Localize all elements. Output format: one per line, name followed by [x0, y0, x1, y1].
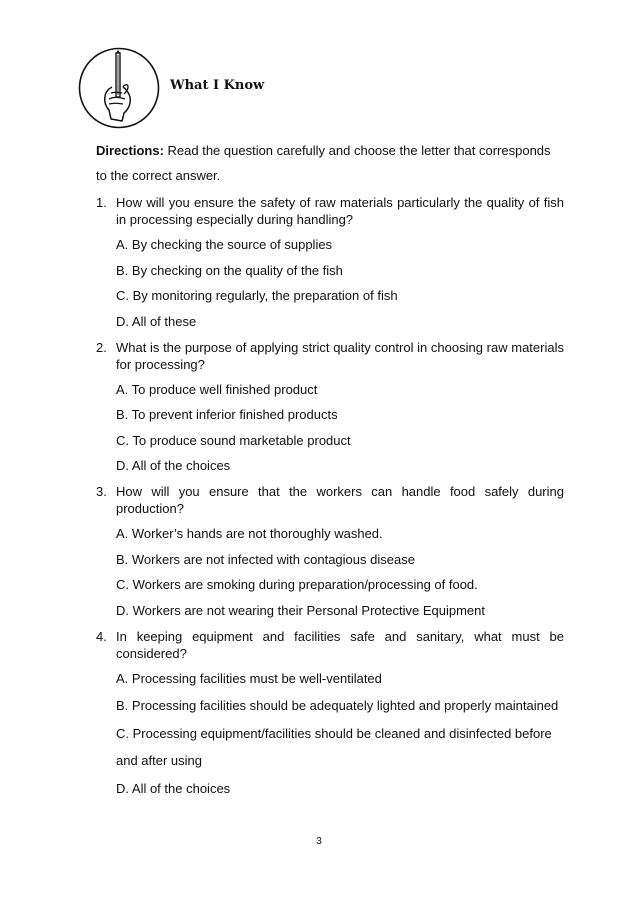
directions-paragraph: [96, 138, 564, 188]
question-stem: [96, 194, 564, 228]
directions-label: Directions:: [96, 143, 164, 158]
question-number: 2.: [96, 339, 107, 355]
section-header: [78, 47, 378, 129]
question-list: [96, 194, 564, 806]
answer-option: C. Processing equipment/facilities should be cleaned and disinfected before: [116, 726, 552, 741]
question-4: [96, 628, 564, 798]
answer-option: C. To produce sound marketable product: [116, 432, 351, 448]
question-stem: [96, 339, 564, 373]
question-text: In keeping equipment and facilities safe and sanitary, what must be considered?: [116, 628, 564, 661]
directions-text: Read the question carefully and choose the letter that corresponds to the correct answer.: [96, 143, 551, 183]
answer-option: D. All of the choices: [116, 781, 231, 796]
answer-option: B. By checking on the quality of the fish: [116, 262, 343, 278]
answer-option: A. Worker’s hands are not thoroughly washed.: [116, 526, 383, 541]
answer-option: B. To prevent inferior finished products: [116, 407, 338, 422]
question-stem: [96, 483, 564, 517]
answer-option: A. By checking the source of supplies: [116, 237, 333, 252]
section-title: What I Know: [170, 78, 265, 93]
answer-option: C. By monitoring regularly, the preparation of fish: [116, 288, 398, 303]
answer-option: D. All of the choices: [116, 458, 231, 473]
question-2: [96, 339, 564, 475]
question-1: [96, 194, 564, 330]
answer-option-continuation: and after using: [116, 753, 203, 768]
answer-option: A. Processing facilities must be well-ventilated: [116, 670, 382, 686]
answer-option: B. Workers are not infected with contagious disease: [116, 551, 415, 567]
question-number: 1.: [96, 195, 107, 210]
question-stem: [96, 628, 564, 662]
question-text: How will you ensure the safety of raw materials particularly the quality of fish in processing especially during handling?: [116, 195, 564, 227]
hand-writing-pencil-icon: [78, 47, 160, 129]
answer-option: B. Processing facilities should be adequately lighted and properly maintained: [116, 698, 559, 713]
answer-option: C. Workers are smoking during preparation/processing of food.: [116, 577, 478, 592]
answer-option: D. Workers are not wearing their Personal Protective Equipment: [116, 602, 485, 618]
answer-option: A. To produce well finished product: [116, 381, 318, 397]
question-text: How will you ensure that the workers can handle food safely during production?: [116, 484, 564, 516]
answer-option: D. All of these: [116, 313, 197, 329]
question-3: [96, 483, 564, 619]
question-number: 4.: [96, 628, 107, 644]
question-number: 3.: [96, 484, 107, 499]
question-text: What is the purpose of applying strict quality control in choosing raw materials for processing?: [116, 339, 564, 372]
page-number: 3: [316, 836, 322, 847]
